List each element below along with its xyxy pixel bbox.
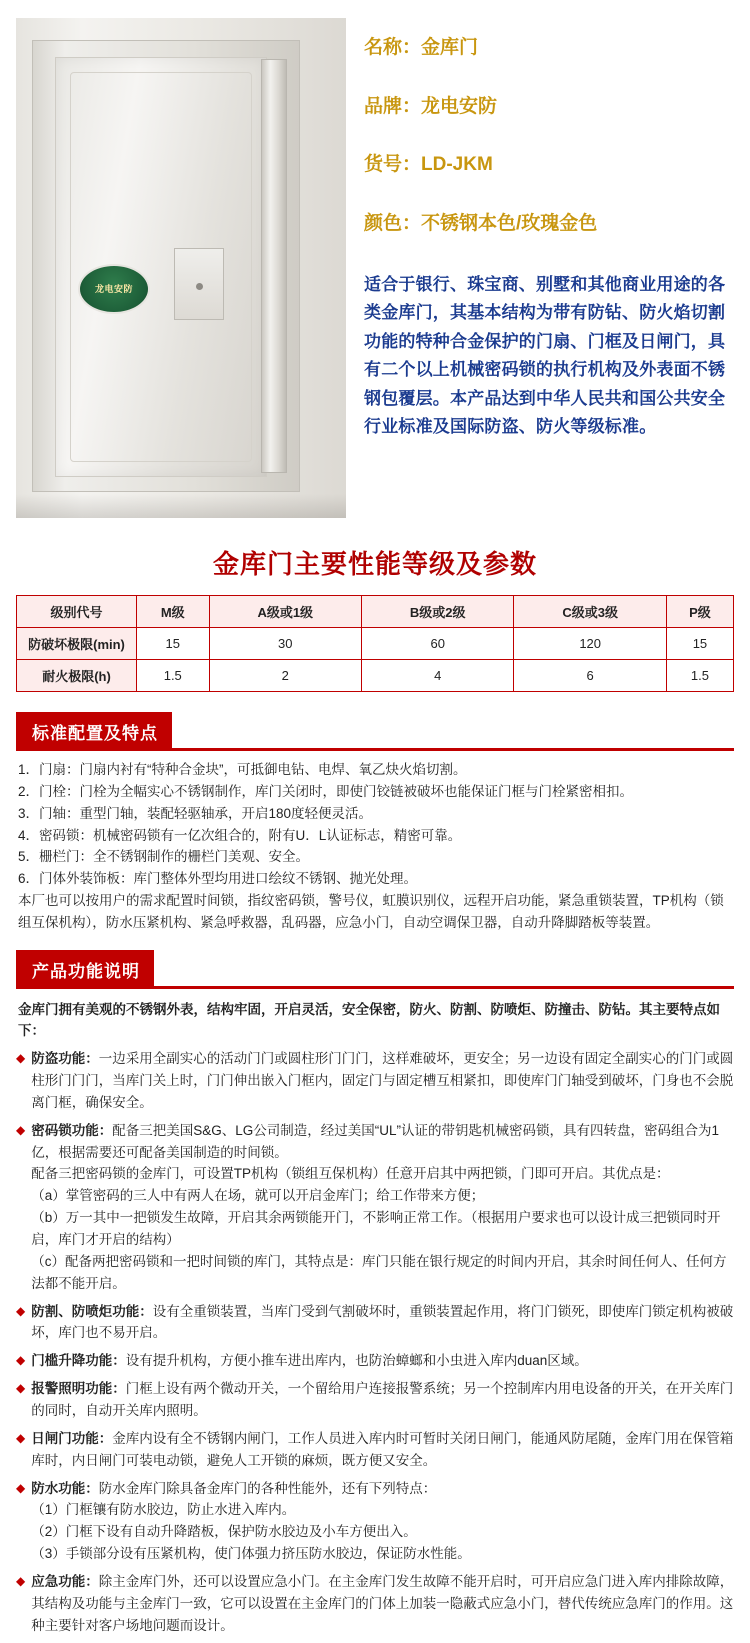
spec-value-model: LD-JKM <box>421 154 493 176</box>
list-item-body <box>31 1378 734 1422</box>
product-description: 适合于银行、珠宝商、别墅和其他商业用途的各类金库门，其基本结构为带有防钻、防火焰切割功能的特种合金保护的门扇、门框及日闸门，具有二个以上机械密码锁的执行机构及外表面不锈钢包覆层。本产品达到中华人民共和国公共安全行业标准及国际防盗、防火等级标准。 <box>364 274 726 437</box>
functions-heading: 产品功能说明 <box>16 950 154 989</box>
list-item <box>16 1120 734 1295</box>
list-item-body <box>31 1048 734 1114</box>
product-spec-list <box>364 18 734 518</box>
table-col-0: 级别代号 <box>17 596 137 628</box>
spec-label-model: 货号： <box>364 154 422 176</box>
list-item-body <box>31 1571 734 1637</box>
diamond-bullet-icon: ◆ <box>16 1573 26 1588</box>
list-item-title: 报警照明功能： <box>31 1381 126 1397</box>
spec-value-brand: 龙电安防 <box>421 95 498 117</box>
row-1-cell-1: 2 <box>209 660 361 692</box>
row-0-cell-0: 15 <box>137 628 210 660</box>
spec-value-name: 金库门 <box>421 37 479 58</box>
params-table <box>16 595 734 692</box>
list-item <box>16 1350 734 1372</box>
brand-badge: 龙电安防 <box>78 264 150 314</box>
list-item-title: 应急功能： <box>31 1573 99 1589</box>
list-item-text: 金库内设有全不锈钢内闸门，工作人员进入库内时可暂时关闭日闸门，能通风防尾随，金库门用在保管箱库时，内日闸门可装电动锁，避免人工开锁的麻烦，既方便又安全。 <box>31 1430 734 1468</box>
list-item-title: 防水功能： <box>31 1480 99 1496</box>
standard-line-2: 3．门轴：重型门轴，装配轻驱轴承，开启180度轻便灵活。 <box>18 805 373 821</box>
row-label-1: 耐火极限(h) <box>17 660 137 692</box>
diamond-bullet-icon: ◆ <box>16 1051 26 1066</box>
functions-intro: 金库门拥有美观的不锈钢外表，结构牢固，开启灵活，安全保密，防火、防割、防喷炬、防撞击、防钻。其主要特点如下： <box>18 1001 720 1039</box>
list-item-text: 设有全重锁装置，当库门受到气割破坏时，重锁装置起作用，将门门锁死，即使库门锁定机构被破坏，库门也不易开启。 <box>31 1303 734 1341</box>
spec-label-color: 颜色： <box>364 213 422 235</box>
spec-row-model <box>364 153 734 178</box>
row-1-cell-2: 4 <box>361 660 513 692</box>
lock-panel <box>174 248 224 320</box>
list-item <box>16 1478 734 1565</box>
list-item-sub: （2）门框下设有自动升降踏板，保护防水胶边及小车方便出入。 <box>31 1524 417 1540</box>
list-item-sub: （c）配备两把密码锁和一把时间锁的库门，其特点是：库门只能在银行规定的时间内开启，其余时间任何人、任何方法都不能开启。 <box>31 1253 727 1291</box>
diamond-bullet-icon: ◆ <box>16 1480 26 1495</box>
row-1-cell-0: 1.5 <box>137 660 210 692</box>
functions-section <box>0 950 750 1637</box>
header-rule <box>172 748 734 751</box>
standard-line-0: 1．门扇：门扇内衬有“特种合金块”，可抵御电钻、电焊、氧乙炔火焰切割。 <box>18 762 467 777</box>
list-item-title: 防割、防喷炬功能： <box>31 1303 153 1319</box>
list-item-text: 一边采用全副实心的活动门门或圆柱形门门门，这样难破坏，更安全；另一边设有固定全副实心的门门或圆柱形门门门，当库门关上时，门门伸出嵌入门框内，固定门与固定槽互相紧扣，即使库门门轴受到破坏，门身也不会脱离门框，确保安全。 <box>31 1051 734 1110</box>
floor-shadow <box>16 494 346 518</box>
standard-line-3: 4．密码锁：机械密码锁有一亿次组合的，附有U．L认证标志，精密可靠。 <box>18 827 462 843</box>
list-item <box>16 1571 734 1637</box>
table-col-1: M级 <box>137 596 210 628</box>
list-item-body <box>31 1350 734 1372</box>
row-0-cell-4: 15 <box>666 628 733 660</box>
params-title: 金库门主要性能等级及参数 <box>212 549 537 579</box>
list-item <box>16 1048 734 1114</box>
list-item-text: 防水金库门除具备金库门的各种性能外，还有下列特点： <box>98 1480 437 1496</box>
row-0-cell-2: 60 <box>361 628 513 660</box>
list-item-text: 设有提升机构，方便小推车进出库内，也防治蟑螂和小虫进入库内duan区域。 <box>125 1353 588 1369</box>
list-item-title: 日闸门功能： <box>31 1430 113 1446</box>
list-item-text: 配备三把美国S&G、LG公司制造，经过美国“UL”认证的带钥匙机械密码锁，具有四转盘，密码组合为1亿，根据需要还可配备美国制造的时间锁。 <box>31 1122 720 1160</box>
diamond-bullet-icon: ◆ <box>16 1303 26 1318</box>
spec-value-color: 不锈钢本色/玫瑰金色 <box>421 213 598 235</box>
list-item-title: 密码锁功能： <box>31 1122 113 1138</box>
row-1-cell-4: 1.5 <box>666 660 733 692</box>
list-item-text: 除主金库门外，还可以设置应急小门。在主金库门发生故障不能开启时，可开启应急门进入库内排除故障，其结构及功能与主金库门一致，它可以设置在主金库门的门体上加装一隐蔽式应急小门，替代传统应急库门的作用。这种主要针对客户场地问题而设计。 <box>31 1573 734 1633</box>
list-item-sub: （a）掌管密码的三人中有两人在场，就可以开启金库门；给工作带来方便； <box>31 1188 485 1204</box>
list-item-body <box>31 1478 734 1565</box>
params-section <box>0 528 750 696</box>
header-rule <box>154 986 734 989</box>
product-overview-section <box>0 0 750 528</box>
table-col-3: B级或2级 <box>361 596 513 628</box>
list-item <box>16 1301 734 1345</box>
spec-row-brand <box>364 95 734 120</box>
functions-header <box>16 950 734 989</box>
table-header-row <box>17 596 734 628</box>
list-item-sub: 配备三把密码锁的金库门，可设置TP机构（锁组互保机构）任意开启其中两把锁，门即可开启。其优点是： <box>31 1166 670 1182</box>
list-item-text: 门框上设有两个微动开关，一个留给用户连接报警系统；另一个控制库内用电设备的开关，在开关库门的同时，自动开关库内照明。 <box>31 1381 734 1418</box>
row-0-cell-3: 120 <box>514 628 666 660</box>
list-item <box>16 1428 734 1472</box>
list-item-sub: （1）门框镶有防水胶边，防止水进入库内。 <box>31 1502 296 1518</box>
product-photo <box>16 18 346 518</box>
standard-line-5: 6．门体外装饰板：库门整体外型均用进口绘纹不锈钢、抛光处理。 <box>18 871 418 887</box>
standard-line-1: 2．门栓：门栓为全幅实心不锈钢制作，库门关闭时，即使门铰链被破坏也能保证门框与门栓紧密相扣。 <box>18 783 634 799</box>
table-col-5: P级 <box>666 596 733 628</box>
standard-line-4: 5．栅栏门：全不锈钢制作的栅栏门美观、安全。 <box>18 849 310 865</box>
table-col-2: A级或1级 <box>209 596 361 628</box>
list-item-body <box>31 1120 734 1295</box>
table-row <box>17 628 734 660</box>
standard-config-section <box>0 712 750 934</box>
standard-config-heading: 标准配置及特点 <box>16 712 172 751</box>
spec-row-color <box>364 212 734 237</box>
list-item-title: 防盗功能： <box>31 1051 99 1067</box>
list-item-sub: （b）万一其中一把锁发生故障，开启其余两锁能开门，不影响正常工作。（根据用户要求也可以设计成三把锁同时开启，库门才开启的结构） <box>31 1210 721 1247</box>
list-item-sub: （3）手锁部分设有压紧机构，使门体强力挤压防水胶边，保证防水性能。 <box>31 1546 471 1562</box>
list-item-title: 门槛升降功能： <box>31 1353 126 1369</box>
list-item-body <box>31 1428 734 1472</box>
spec-row-name <box>364 36 734 61</box>
spec-label-name: 名称： <box>364 37 422 58</box>
list-item <box>16 1378 734 1422</box>
row-1-cell-3: 6 <box>514 660 666 692</box>
standard-config-body <box>16 751 734 934</box>
diamond-bullet-icon: ◆ <box>16 1381 26 1396</box>
door-hinge-band <box>261 59 287 473</box>
row-label-0: 防破坏极限(min) <box>17 628 137 660</box>
table-col-4: C级或3级 <box>514 596 666 628</box>
diamond-bullet-icon: ◆ <box>16 1430 26 1445</box>
vault-door-leaf <box>55 57 267 477</box>
standard-config-header <box>16 712 734 751</box>
diamond-bullet-icon: ◆ <box>16 1353 26 1368</box>
vault-door-frame <box>32 40 300 492</box>
standard-line-6: 本厂也可以按用户的需求配置时间锁，指纹密码锁，警号仪，虹膜识别仪，远程开启功能，紧急重锁装置，TP机构（锁组互保机构），防水压紧机构、紧急呼救器，乱码器，应急小门，自动空调保卫器，自动升降脚踏板等装置。 <box>18 893 724 931</box>
keyhole-icon <box>196 283 203 290</box>
diamond-bullet-icon: ◆ <box>16 1122 26 1137</box>
spec-label-brand: 品牌： <box>364 95 422 117</box>
list-item-body <box>31 1301 734 1345</box>
row-0-cell-1: 30 <box>209 628 361 660</box>
table-row <box>17 660 734 692</box>
